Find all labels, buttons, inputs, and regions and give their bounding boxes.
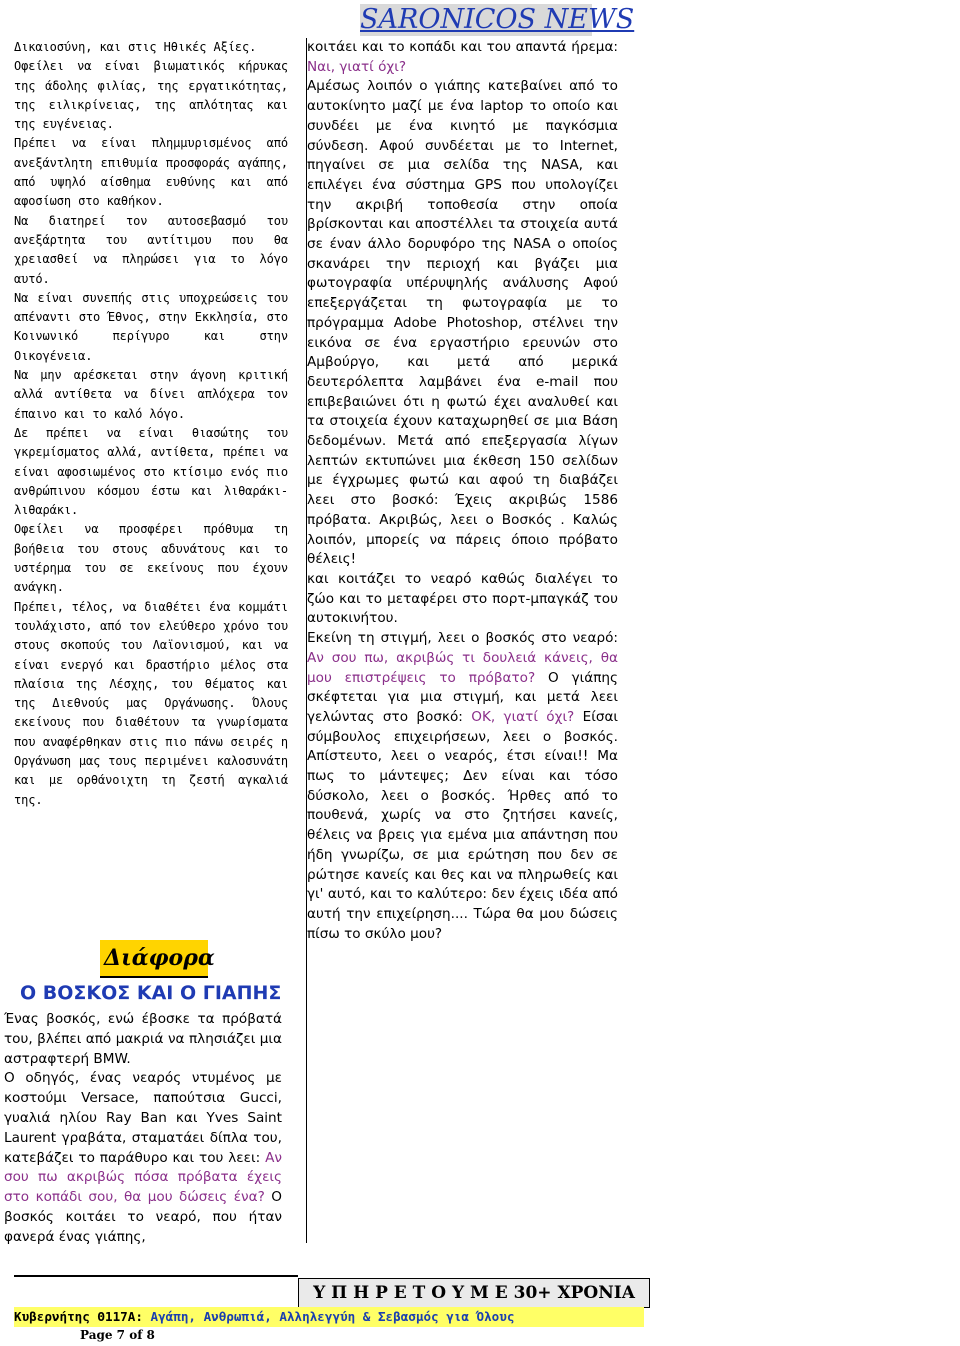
quote-text: OK, γιατί όχι? [471,708,575,725]
story-title: Ο ΒΟΣΚΟΣ ΚΑΙ Ο ΓΙΑΠΗΣ [20,982,282,1004]
paragraph: Οφείλει να προσφέρει πρόθυμα τη βοήθεια του στους αδυνάτους και το υστέρημα του σε εκείνους που έχουν ανάγκη. [14,522,288,595]
paragraph: Πρέπει, τέλος, να διαθέτει ένα κομμάτι τουλάχιστο, από τον ελεύθερο χρόνο του στους σκοπούς του Λαϊονισμού, και να είναι ενεργό και δραστήριο μέλος στα πλαίσια της Λέσχης, του θέματος και της Διεθνούς μας Οργάνωσης. Όλους εκείνους που διαθέτουν τα γνωρίσματα που αναφέρθηκαν στις πιο πάνω σειρές η Οργάνωση μας τους περιμένει καλοσυνάτη και με ορθάνοιχτη τη ζεστή αγκαλιά της. [14,599,288,807]
left-column-text [14,38,288,810]
footer-governor-line [14,1307,644,1327]
paragraph: Ένας βοσκός, ενώ έβοσκε τα πρόβατά του, βλέπει από μακριά να πλησιάζει μια αστραφτερή BMW. [4,1011,282,1067]
governor-label: Κυβερνήτης Θ117Α: [14,1309,143,1324]
paragraph: Δικαιοσύνη, και στις Ηθικές Αξίες. [14,40,257,54]
paragraph: Οφείλει να είναι βιωματικός κήρυκας της άδολης φιλίας, της εργατικότητας, της ειλικρίνειας, της απλότητας και της ευγένειας. [14,59,288,132]
text-run: κοιτάει και το κοπάδι και του απαντά ήρεμα: [307,39,618,55]
text-run: Ο βοσκός κοιτάει το νεαρό, που ήταν φανερά ένας γιάπης, [4,1189,282,1245]
text-run: Είσαι σύμβουλος επιχειρήσεων, λεει ο βοσκός. Απίστευτο, λεει ο νεαρός, έτσι είναι!! Μα πως το μάντεψες; Δεν είναι και τόσο δύσκολο, λεει ο βοσκός. Ήρθες από το πουθενά, χωρίς να στο ζητήσει κανείς, θέλεις να βρεις για εμένα μια απάντηση που ήδη γνωρίζω, σε μια ερώτηση που δεν σε ρώτησε κανείς και θες και να πληρωθείς και γι' αυτό, και το καλύτερο: δεν έχεις ιδέα από αυτή την επιχείρηση.... Τώρα θα μου δώσεις πίσω το σκύλο μου? [307,708,619,942]
paragraph [307,38,618,77]
text-run: Ο οδηγός, ένας νεαρός ντυμένος με κοστούμι Versace, παπούτσια Gucci, γυαλιά ηλίου Ray Ban και Yves Saint Laurent γραβάτα, σταματάει δίπλα του, κατεβάζει το παράθυρο και του λεει: [4,1070,282,1166]
masthead-title: SARONICOS NEWS [360,4,635,35]
right-column-text [306,38,618,1243]
quote-text: Αν σου πω ακριβώς πόσα πρόβατα έχεις στο κοπάδι σου, θα μου δώσεις ένα? [4,1149,282,1206]
paragraph: Να είναι συνεπής στις υποχρεώσεις του απέναντι στο Έθνος, στην Εκκλησία, στο Κοινωνικό περίγυρο και στην Οικογένεια. [14,290,288,363]
governor-motto: Αγάπη, Ανθρωπιά, Αλληλεγγύη & Σεβασμός για Όλους [142,1309,515,1324]
quote-text: Αν σου πω, ακριβώς τι δουλειά κάνεις, θα μου επιστρέψεις το πρόβατο? [307,649,618,686]
paragraph: Πρέπει να είναι πλημμυρισμένος από ανεξάντλητη επιθυμία προσφοράς αγάπης, από υψηλό αίσθημα ευθύνης και από αφοσίωση στο καθήκον. [14,136,288,209]
paragraph [4,1069,282,1247]
paragraph [307,629,618,944]
story-left-text [4,1010,282,1248]
paragraph: Να διατηρεί τον αυτοσεβασμό του ανεξάρτητα του αντίτιμου που θα χρειασθεί να πληρώσει για το λόγο αυτό. [14,213,288,286]
quote-text: Ναι, γιατί όχι? [307,58,407,75]
text-run: Εκείνη τη στιγμή, λεει ο βοσκός στο νεαρό: [307,630,618,647]
page-number: Page 7 of 8 [80,1328,155,1342]
section-heading: Διάφορα [100,940,208,978]
paragraph: Να μην αρέσκεται στην άγονη κριτική αλλά αντίθετα να δίνει απλόχερα τον έπαινο και το καλό λόγο. [14,368,288,421]
text-run: Ο γιάπης σκέφτεται για μια στιγμή, και μετά λεει γελώντας στο βοσκό: [307,669,618,725]
paragraph: Αμέσως λοιπόν ο γιάπης κατεβαίνει από το αυτοκίνητο μαζί με ένα laptop το οποίο και συνδέει με ένα κινητό με παγκόσμια σύνδεση. Αφού συνδέεται με το Internet, πηγαίνει σε μια σελίδα της NASA, και επιλέγει ένα σύστημα GPS που υπολογίζει την ακριβή τοποθεσία στην οποία βρίσκονται και αποστέλλει τα στοιχεία αυτά σε έναν άλλο δορυφόρο της NASA ο οποίος σκανάρει την περιοχή και βγάζει μια φωτογραφία υπέρυψηλής ανάλυσης Αφού επεξεργάζεται τη φωτογραφία με το πρόγραμμα Adobe Photoshop, στέλνει την εικόνα σε ένα εργαστήριο ερευνών στο Αμβούργο, και μετά από μερικά δευτερόλεπτα λαμβάνει ένα e-mail που επιβεβαιώνει ότι η φωτώ έχει αναλυθεί και τα στοιχεία έχουν καταχωρηθεί σε μια Βάση δεδομένων. Μετά από επεξεργασία λίγων λεπτών εκτυπώνει μια έκθεση 150 σελίδων με έγχρωμες φωτώ και αφού τη διαβάζει λεει στο βοσκό: Έχεις ακριβώς 1586 πρόβατα. Ακριβώς, λεει ο Βοσκός . Καλώς λοιπόν, μπορείς να πάρεις όποιο πρόβατο θέλεις! [307,78,618,568]
paragraph: Δε πρέπει να είναι θιασώτης του γκρεμίσματος αλλά, αντίθετα, πρέπει να είναι αφοσιωμένος στο κτίσιμο ενός πιο ανθρώπινου κόσμου έστω και λιθαράκι-λιθαράκι. [14,425,288,518]
footer-divider [14,1275,298,1277]
footer-slogan: Υ Π Η Ρ Ε Τ Ο Υ Μ Ε 30+ ΧΡΟΝΙΑ [298,1278,650,1308]
paragraph: και κοιτάζει το νεαρό καθώς διαλέγει το ζώο και το μεταφέρει στο πορτ-μπαγκάζ του αυτοκινήτου. [307,570,618,627]
